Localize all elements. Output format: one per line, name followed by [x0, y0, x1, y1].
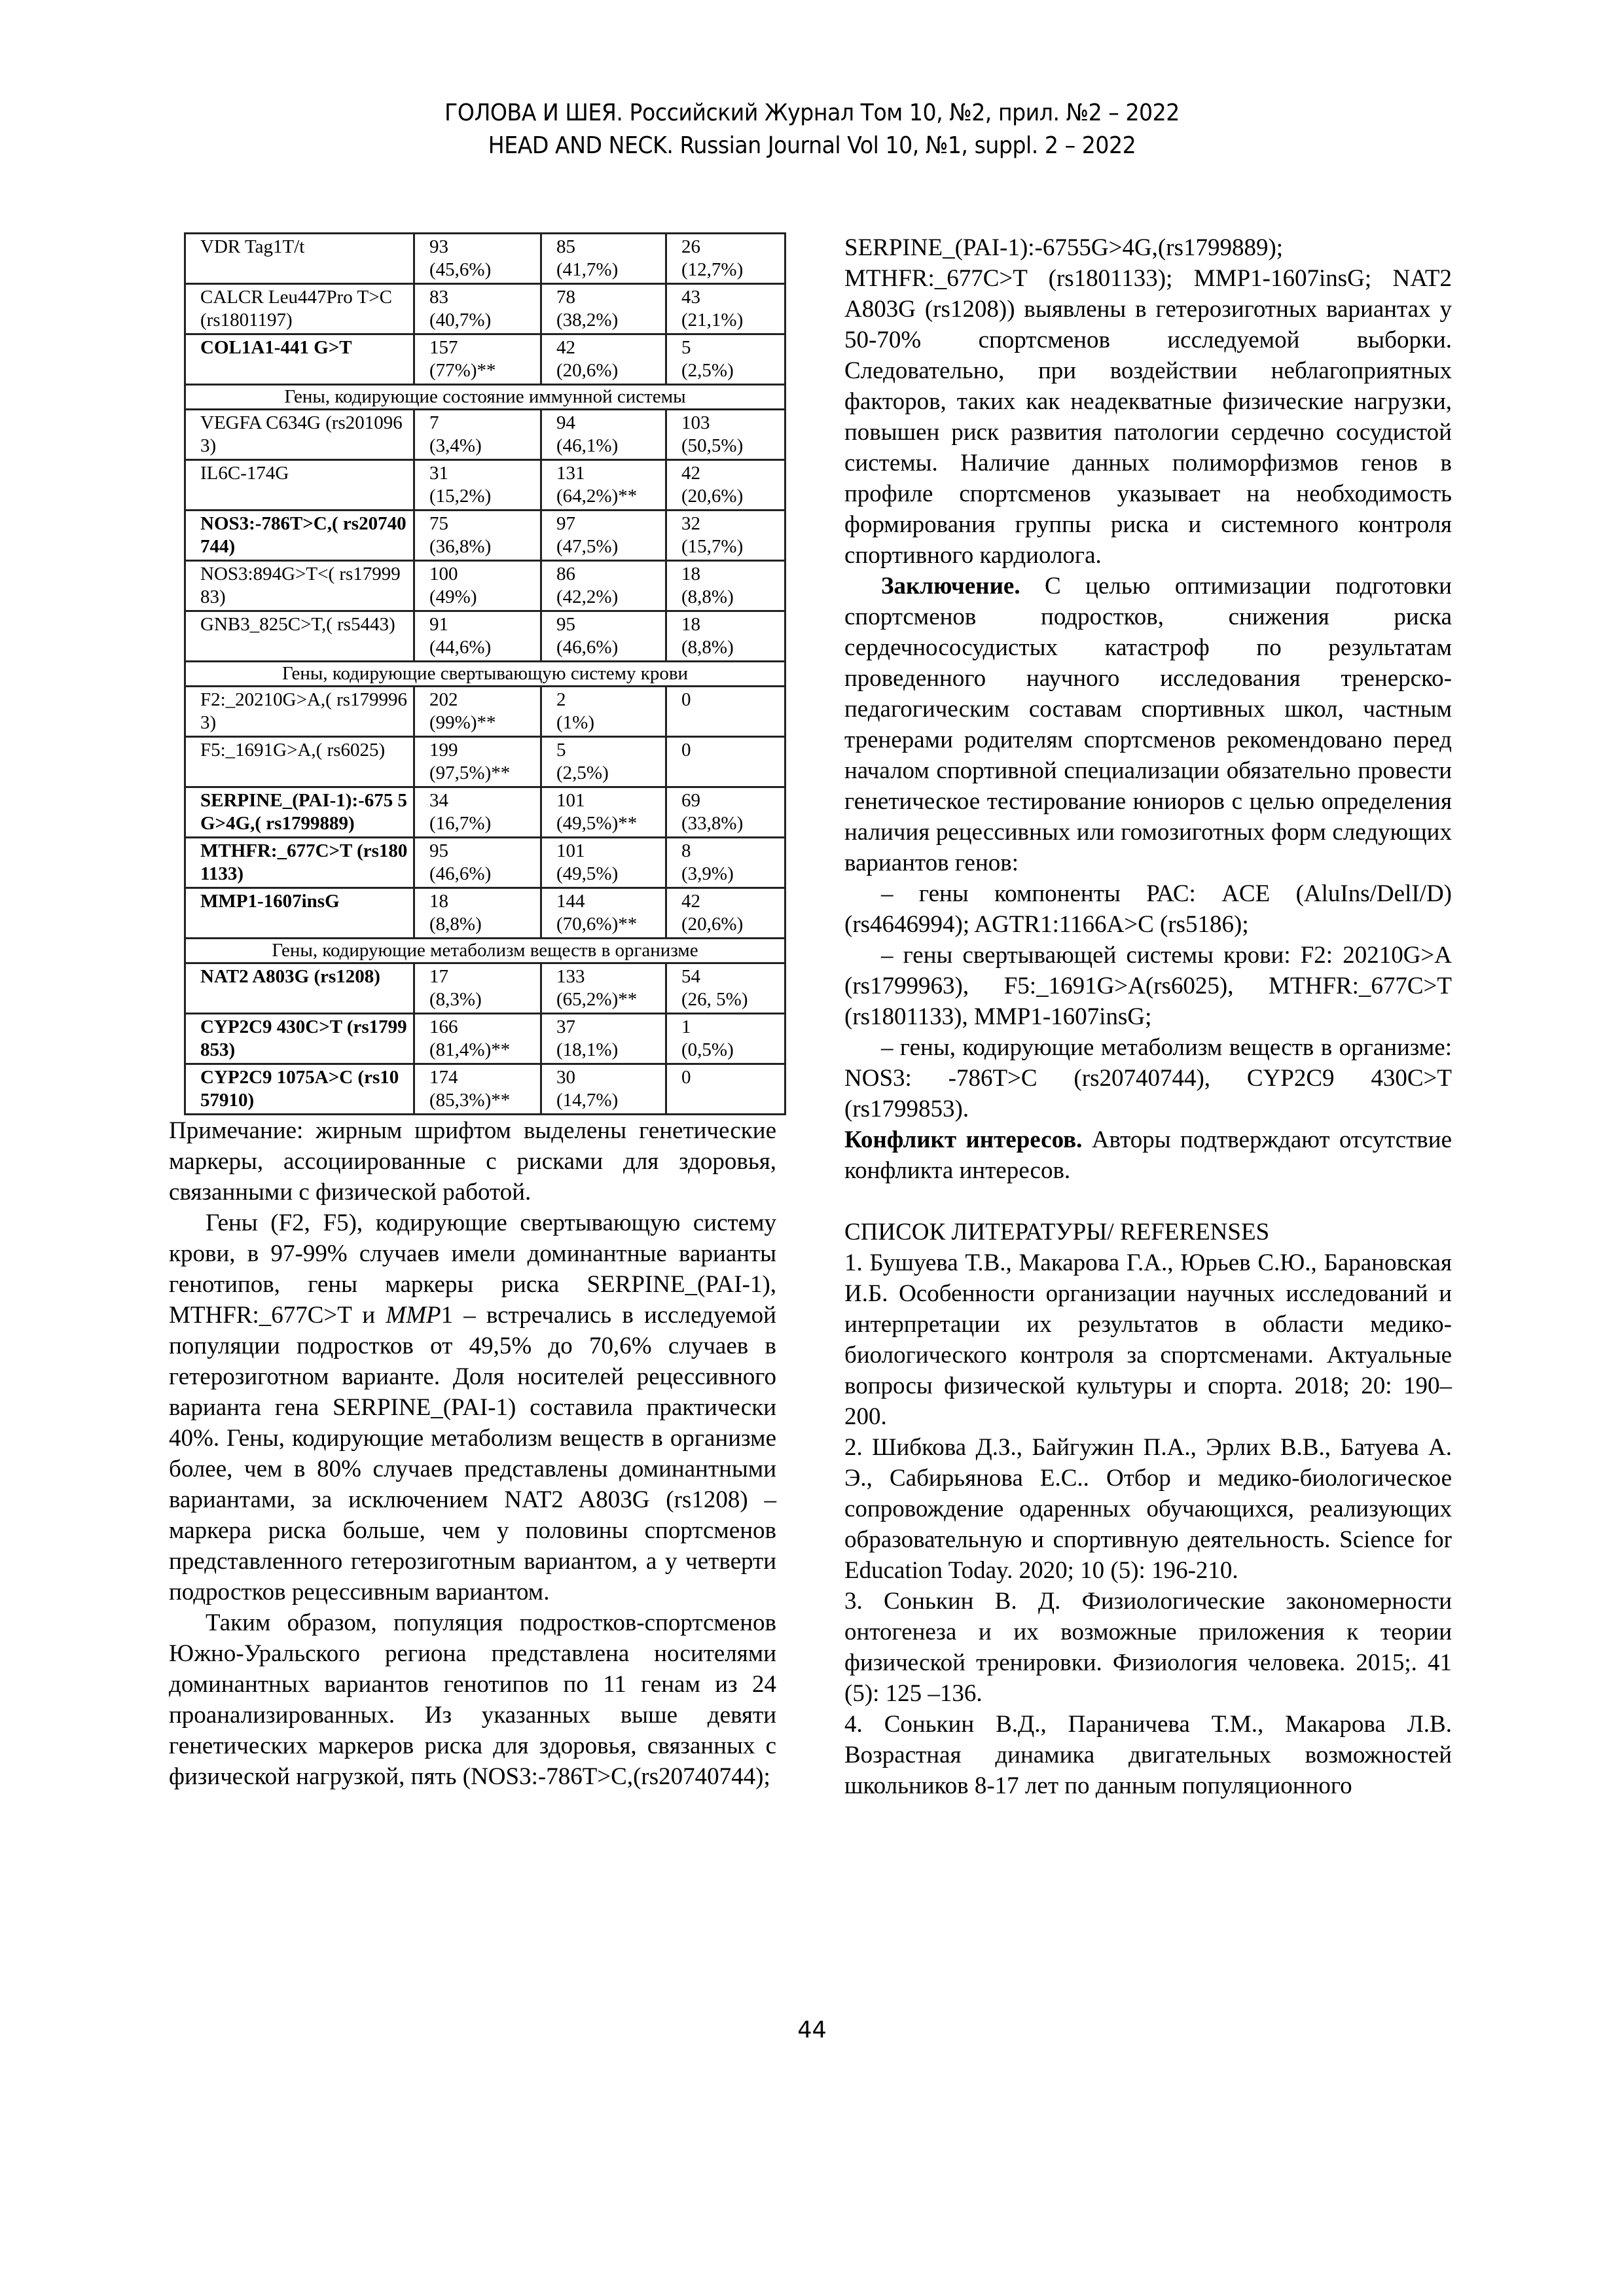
gene-marker-cell: NAT2 A803G (rs1208): [185, 963, 414, 1014]
table-row: [185, 963, 785, 1014]
percent-value: (1%): [556, 712, 594, 733]
count-value: 101: [556, 790, 585, 811]
percent-value: (2,5%): [681, 360, 734, 381]
gene-marker-cell: VDR Tag1T/t: [185, 234, 414, 284]
genotype-cell-3: [666, 334, 785, 385]
gene-marker-cell: SERPINE_(PAI-1):-675 5G>4G,( rs1799889): [185, 787, 414, 838]
count-value: 18: [429, 891, 448, 912]
paragraph-italic-gene: MMP: [386, 1302, 441, 1329]
paragraph-summary: Таким образом, популяция подростков-спортсменов Южно-Уральского региона представлена носителями доминантных вариантов генотипов по 11 генам из 24 проанализированных. Из указанных выше девяти генетических маркеров риска для здоровья, связанных с физической нагрузкой, пять (NOS3:-786T>C,(rs20740744);: [169, 1609, 776, 1790]
section-heading: Гены, кодирующие свертывающую систему крови: [185, 662, 785, 687]
percent-value: (44,6%): [429, 637, 492, 658]
references-title: СПИСОК ЛИТЕРАТУРЫ/ REFERENSES: [844, 1219, 1270, 1246]
table-row: [185, 234, 785, 284]
count-value: 91: [429, 614, 448, 635]
percent-value: (15,2%): [429, 486, 492, 507]
conflict-label: Конфликт интересов.: [844, 1126, 1083, 1153]
genotype-cell-1: [414, 838, 541, 888]
genotype-cell-1: [414, 1064, 541, 1115]
percent-value: (41,7%): [556, 259, 619, 280]
percent-value: (0,5%): [681, 1039, 734, 1060]
percent-value: (46,6%): [556, 637, 619, 658]
percent-value: (20,6%): [556, 360, 619, 381]
count-value: 202: [429, 689, 458, 710]
percent-value: (70,6%)**: [556, 914, 638, 935]
table-row: [185, 611, 785, 662]
table-row: [185, 1014, 785, 1064]
count-value: 18: [681, 564, 700, 584]
table-row: [185, 737, 785, 787]
percent-value: (8,3%): [429, 989, 482, 1010]
gene-marker-cell: CYP2C9 430C>T (rs1799853): [185, 1014, 414, 1064]
count-value: 100: [429, 564, 458, 584]
left-column: [169, 232, 776, 1792]
count-value: 37: [556, 1016, 575, 1037]
genotype-cell-3: [666, 1014, 785, 1064]
genotype-cell-1: [414, 511, 541, 561]
percent-value: (85,3%)**: [429, 1090, 511, 1111]
percent-value: (21,1%): [681, 310, 744, 331]
table-row: [185, 410, 785, 460]
percent-value: (20,6%): [681, 914, 744, 935]
gene-marker-cell: MMP1-1607insG: [185, 888, 414, 939]
percent-value: (15,7%): [681, 536, 744, 557]
count-value: 34: [429, 790, 448, 811]
count-value: 7: [429, 412, 439, 433]
genotype-cell-1: [414, 460, 541, 511]
percent-value: (99%)**: [429, 712, 496, 733]
count-value: 131: [556, 463, 585, 484]
count-value: 32: [681, 513, 700, 534]
reference-item: 4. Сонькин В.Д., Параничева Т.М., Макарова Л.В. Возрастная динамика двигательных возможностей школьников 8-17 лет по данным популяционного: [844, 1711, 1452, 1799]
genotype-cell-1: [414, 234, 541, 284]
count-value: 174: [429, 1067, 458, 1088]
genotype-cell-2: [541, 460, 666, 511]
gene-marker-cell: NOS3:-786T>C,( rs20740744): [185, 511, 414, 561]
genotype-cell-2: [541, 687, 666, 737]
gene-marker-cell: CALCR Leu447Pro T>C (rs1801197): [185, 284, 414, 334]
genotype-cell-2: [541, 787, 666, 838]
table-row: [185, 787, 785, 838]
gene-marker-cell: F5:_1691G>A,( rs6025): [185, 737, 414, 787]
table-row: [185, 334, 785, 385]
genotype-cell-2: [541, 334, 666, 385]
count-value: 69: [681, 790, 700, 811]
count-value: 1: [681, 1016, 691, 1037]
percent-value: (16,7%): [429, 813, 492, 834]
table-row: [185, 460, 785, 511]
percent-value: (8,8%): [681, 637, 734, 658]
genotype-cell-2: [541, 511, 666, 561]
count-value: 97: [556, 513, 575, 534]
table-row: [185, 284, 785, 334]
percent-value: (77%)**: [429, 360, 496, 381]
count-value: 85: [556, 236, 575, 257]
conclusion-label: Заключение.: [881, 573, 1020, 600]
count-value: 133: [556, 966, 585, 987]
journal-header-ru: ГОЛОВА И ШЕЯ. Российский Журнал Том 10, №2, прил. №2 – 2022: [444, 99, 1180, 126]
genotype-cell-1: [414, 687, 541, 737]
percent-value: (40,7%): [429, 310, 492, 331]
genotype-cell-2: [541, 1064, 666, 1115]
count-value: 86: [556, 564, 575, 584]
gene-list-item: – гены компоненты РАС: ACE (AluIns/DelI/D) (rs4646994); AGTR1:1166A>C (rs5186);: [844, 880, 1452, 938]
table-row: [185, 561, 785, 611]
count-value: 2: [556, 689, 566, 710]
count-value: 0: [681, 1067, 691, 1088]
genotype-table: [184, 232, 786, 1115]
percent-value: (42,2%): [556, 586, 619, 607]
percent-value: (64,2%)**: [556, 486, 638, 507]
genotype-cell-3: [666, 611, 785, 662]
genotype-cell-2: [541, 561, 666, 611]
conflict-of-interest: [844, 1124, 1452, 1186]
genotype-cell-3: [666, 460, 785, 511]
count-value: 26: [681, 236, 700, 257]
genotype-cell-2: [541, 1014, 666, 1064]
paragraph-coagulation-genes: [169, 1208, 776, 1607]
count-value: 94: [556, 412, 575, 433]
gene-marker-cell: VEGFA C634G (rs2010963): [185, 410, 414, 460]
reference-item: 3. Сонькин В. Д. Физиологические закономерности онтогенеза и их возможные приложения к теории физической тренировки. Физиология человека. 2015;. 41 (5): 125 –136.: [844, 1588, 1452, 1707]
genotype-cell-2: [541, 963, 666, 1014]
count-value: 83: [429, 287, 448, 308]
conclusion-text: С целью оптимизации подготовки спортсменов подростков, снижения риска сердечнососудистых катастроф по результатам проведенного научного исследования тренерско-педагогическим составам спортивных школ, частным тренерами родителям спортсменов рекомендовано перед началом спортивной специализации обязательно провести генетическое тестирование юниоров с целью определения наличия рецессивных или гомозиготных форм следующих вариантов генов:: [844, 573, 1452, 876]
count-value: 30: [556, 1067, 575, 1088]
paragraph-conclusion: [844, 571, 1452, 878]
percent-value: (65,2%)**: [556, 989, 638, 1010]
percent-value: (47,5%): [556, 536, 619, 557]
count-value: 199: [429, 740, 458, 761]
genotype-cell-1: [414, 611, 541, 662]
genotype-cell-1: [414, 737, 541, 787]
genotype-cell-3: [666, 787, 785, 838]
percent-value: (3,9%): [681, 863, 734, 884]
count-value: 31: [429, 463, 448, 484]
journal-header-en: HEAD AND NECK. Russian Journal Vol 10, №1, suppl. 2 – 2022: [488, 132, 1136, 159]
gene-marker-cell: IL6C-174G: [185, 460, 414, 511]
count-value: 144: [556, 891, 585, 912]
reference-item: 2. Шибкова Д.З., Байгужин П.А., Эрлих В.В., Батуева А. Э., Сабирьянова Е.С.. Отбор и медико-биологическое сопровождение одаренных обучающихся, реализующих образовательную и спортивную деятельность. Science for Education Today. 2020; 10 (5): 196-210.: [844, 1434, 1452, 1584]
gene-marker-cell: NOS3:894G>T<( rs1799983): [185, 561, 414, 611]
percent-value: (3,4%): [429, 435, 482, 456]
gene-list-item: – гены, кодирующие метаболизм веществ в организме: NOS3: -786T>C (rs20740744), CYP2C9 430C>T (rs1799853).: [844, 1034, 1452, 1122]
count-value: 75: [429, 513, 448, 534]
table-row: [185, 511, 785, 561]
percent-value: (50,5%): [681, 435, 744, 456]
genotype-cell-3: [666, 561, 785, 611]
genotype-cell-3: [666, 687, 785, 737]
table-section-row: [185, 385, 785, 410]
count-value: 42: [556, 337, 575, 358]
right-column: [844, 232, 1452, 1801]
gene-list-item: – гены свертывающей системы крови: F2: 20210G>A (rs1799963), F5:_1691G>A(rs6025), MTHFR:_677C>T (rs1801133), MMP1-1607insG;: [844, 942, 1452, 1030]
genotype-cell-3: [666, 963, 785, 1014]
section-heading: Гены, кодирующие метаболизм веществ в организме: [185, 939, 785, 963]
count-value: 54: [681, 966, 700, 987]
percent-value: (18,1%): [556, 1039, 619, 1060]
genotype-cell-1: [414, 334, 541, 385]
page-number: 44: [797, 2017, 827, 2043]
count-value: 5: [681, 337, 691, 358]
genotype-cell-2: [541, 611, 666, 662]
genotype-cell-2: [541, 410, 666, 460]
genotype-cell-1: [414, 787, 541, 838]
genotype-cell-3: [666, 284, 785, 334]
percent-value: (97,5%)**: [429, 762, 511, 783]
count-value: 157: [429, 337, 458, 358]
genotype-cell-3: [666, 888, 785, 939]
table-row: [185, 888, 785, 939]
table-row: [185, 838, 785, 888]
percent-value: (33,8%): [681, 813, 744, 834]
paragraph-text-b: 1 – встречались в исследуемой популяции подростков от 49,5% до 70,6% случаев в гетерозиготном варианте. Доля носителей рецессивного варианта гена SERPINE_(PAI-1) составила практически 40%. Гены, кодирующие метаболизм веществ в организме более, чем в 80% случаев представлены доминантными вариантами, за исключением NAT2 A803G (rs1208) – маркера риска больше, чем у половины спортсменов представленного гетерозиготным вариантом, а у четверти подростков рецессивным вариантом.: [169, 1302, 776, 1605]
percent-value: (49%): [429, 586, 477, 607]
genotype-cell-2: [541, 888, 666, 939]
percent-value: (8,8%): [429, 914, 482, 935]
genotype-cell-2: [541, 284, 666, 334]
journal-header: [0, 97, 1624, 162]
count-value: 101: [556, 840, 585, 861]
genotype-cell-1: [414, 963, 541, 1014]
conflict-text: Авторы подтверждают отсутствие конфликта интересов.: [844, 1126, 1452, 1184]
table-section-row: [185, 939, 785, 963]
gene-marker-cell: CYP2C9 1075A>C (rs1057910): [185, 1064, 414, 1115]
count-value: 43: [681, 287, 700, 308]
percent-value: (81,4%)**: [429, 1039, 511, 1060]
genotype-cell-1: [414, 561, 541, 611]
percent-value: (46,1%): [556, 435, 619, 456]
genotype-cell-1: [414, 284, 541, 334]
paragraph-heterozygous: SERPINE_(PAI-1):-6755G>4G,(rs1799889); MTHFR:_677C>T (rs1801133); MMP1-1607insG; NAT2 A803G (rs1208)) выявлены в гетерозиготных вариантах у 50-70% спортсменов исследуемой выборки. Следовательно, при воздействии неблагоприятных факторов, таких как неадекватные физические нагрузки, повышен риск развития патологии сердечно сосудистой системы. Наличие данных полиморфизмов генов в профиле спортсменов указывает на необходимость формирования группы риска и системного контроля спортивного кардиолога.: [844, 234, 1452, 569]
table-row: [185, 1064, 785, 1115]
count-value: 0: [681, 689, 691, 710]
percent-value: (26, 5%): [681, 989, 748, 1010]
percent-value: (45,6%): [429, 259, 492, 280]
paragraph-text-a: Гены (F2, F5), кодирующие свертывающую систему крови, в 97-99% случаев имели доминантные варианты генотипов, гены маркеры риска SERPINE_(PAI-1), MTHFR:_677C>T и: [169, 1210, 776, 1329]
percent-value: (49,5%)**: [556, 813, 638, 834]
count-value: 95: [429, 840, 448, 861]
genotype-cell-3: [666, 1064, 785, 1115]
genotype-cell-3: [666, 234, 785, 284]
count-value: 0: [681, 740, 691, 761]
count-value: 95: [556, 614, 575, 635]
count-value: 166: [429, 1016, 458, 1037]
percent-value: (38,2%): [556, 310, 619, 331]
genotype-cell-2: [541, 234, 666, 284]
percent-value: (46,6%): [429, 863, 492, 884]
count-value: 5: [556, 740, 566, 761]
table-note: Примечание: жирным шрифтом выделены генетические маркеры, ассоциированные с рисками для здоровья, связанными с физической работой.: [169, 1117, 776, 1206]
count-value: 42: [681, 463, 700, 484]
table-row: [185, 687, 785, 737]
reference-item: 1. Бушуева Т.В., Макарова Г.А., Юрьев С.Ю., Барановская И.Б. Особенности организации научных исследований и интерпретации их результатов в области медико-биологического контроля за спортсменами. Актуальные вопросы физической культуры и спорта. 2018; 20: 190–200.: [844, 1249, 1452, 1430]
count-value: 103: [681, 412, 710, 433]
count-value: 78: [556, 287, 575, 308]
percent-value: (36,8%): [429, 536, 492, 557]
genotype-cell-2: [541, 838, 666, 888]
count-value: 93: [429, 236, 448, 257]
gene-marker-cell: F2:_20210G>A,( rs1799963): [185, 687, 414, 737]
percent-value: (12,7%): [681, 259, 744, 280]
genotype-cell-1: [414, 410, 541, 460]
genotype-cell-3: [666, 511, 785, 561]
table-section-row: [185, 662, 785, 687]
count-value: 42: [681, 891, 700, 912]
gene-marker-cell: GNB3_825C>T,( rs5443): [185, 611, 414, 662]
genotype-cell-3: [666, 737, 785, 787]
genotype-cell-2: [541, 737, 666, 787]
spacer: [844, 1186, 1452, 1217]
percent-value: (14,7%): [556, 1090, 619, 1111]
genotype-cell-1: [414, 888, 541, 939]
section-heading: Гены, кодирующие состояние иммунной системы: [185, 385, 785, 410]
percent-value: (49,5%): [556, 863, 619, 884]
count-value: 8: [681, 840, 691, 861]
genotype-cell-3: [666, 410, 785, 460]
gene-marker-cell: MTHFR:_677C>T (rs1801133): [185, 838, 414, 888]
genotype-cell-1: [414, 1014, 541, 1064]
percent-value: (8,8%): [681, 586, 734, 607]
genotype-cell-3: [666, 838, 785, 888]
percent-value: (20,6%): [681, 486, 744, 507]
gene-marker-cell: COL1A1-441 G>T: [185, 334, 414, 385]
count-value: 18: [681, 614, 700, 635]
count-value: 17: [429, 966, 448, 987]
percent-value: (2,5%): [556, 762, 609, 783]
